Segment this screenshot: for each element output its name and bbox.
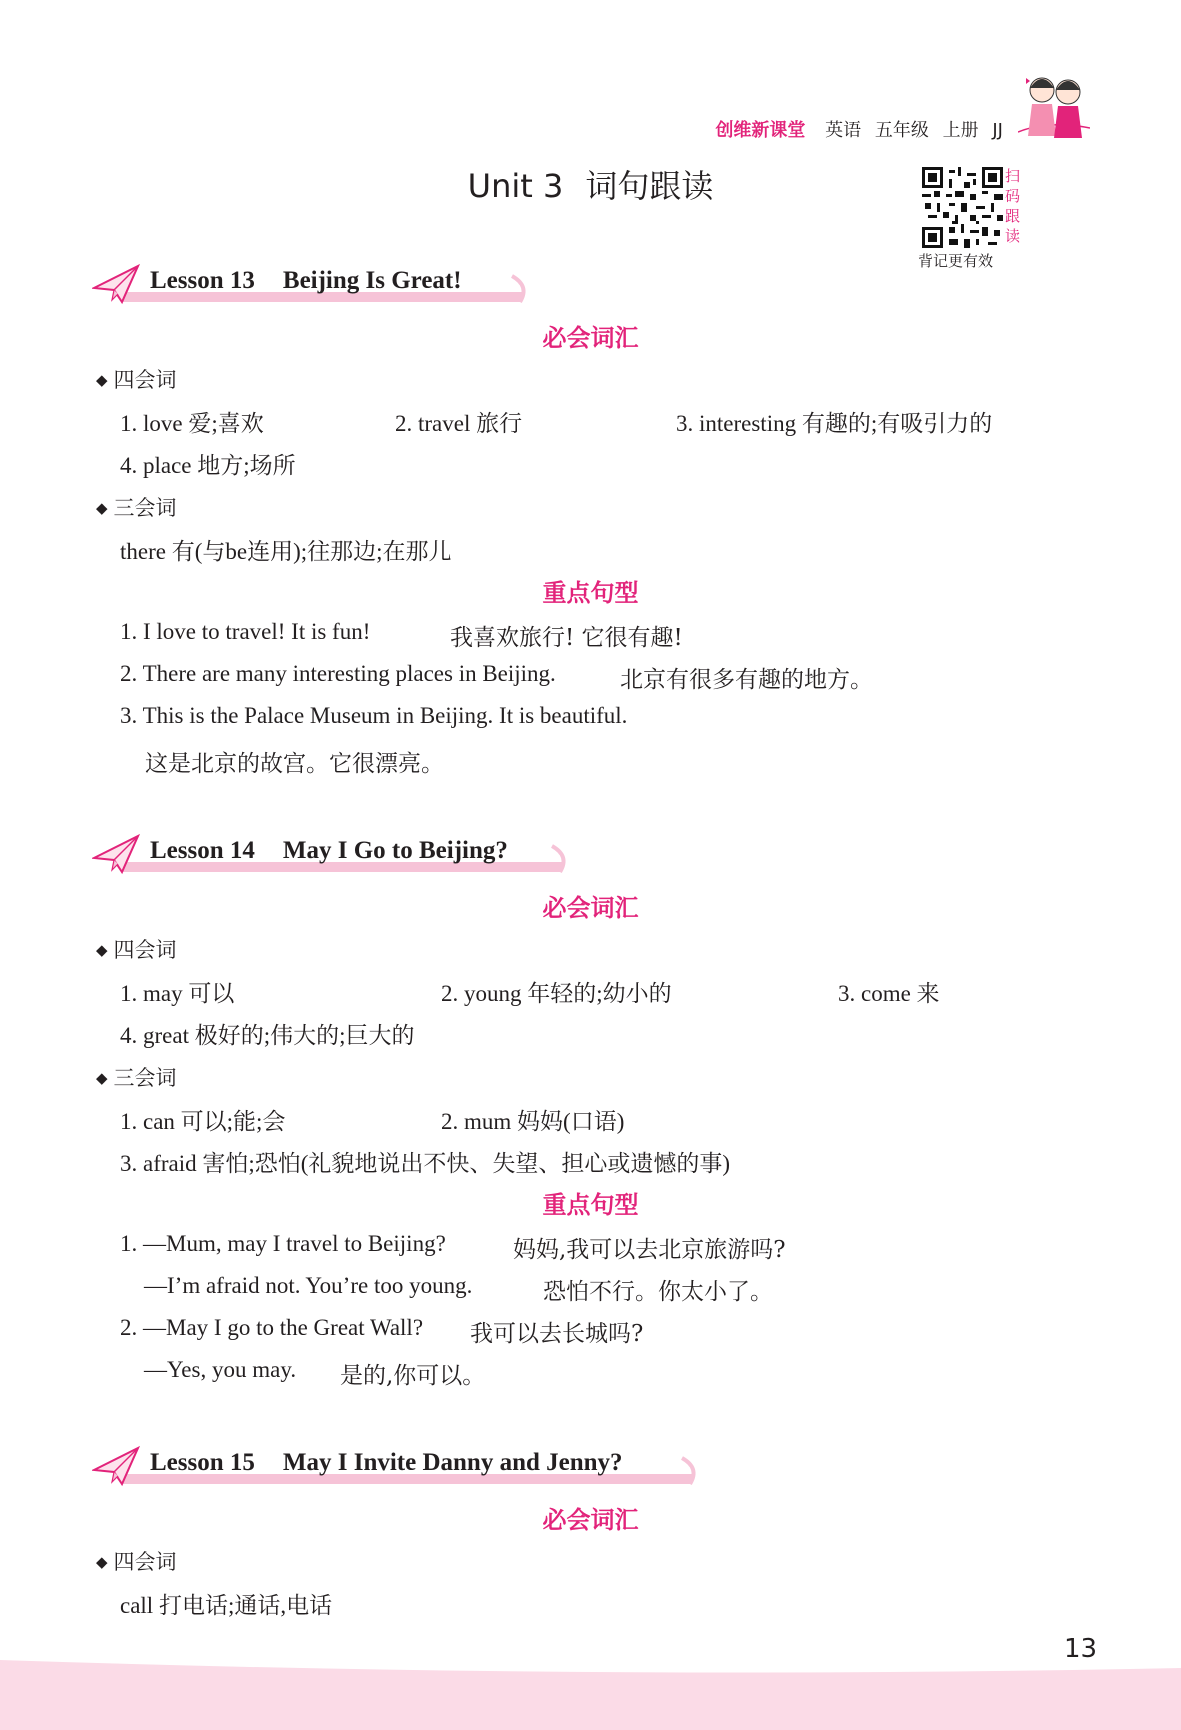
sentence-zh: 是的,你可以。 bbox=[340, 1363, 486, 1389]
kids-mascot-icon bbox=[1018, 70, 1090, 152]
vocab-item: 3. interesting 有趣的;有吸引力的 bbox=[676, 411, 993, 436]
vocab-heading: 必会词汇 bbox=[542, 324, 639, 352]
sentence-en: 2. There are many interesting places in Beijing. bbox=[120, 661, 556, 686]
lesson-banner bbox=[92, 1444, 702, 1492]
vocab-item: call 打电话;通话,电话 bbox=[120, 1593, 333, 1618]
unit-number: Unit 3 bbox=[467, 167, 564, 205]
diamond-bullet-icon: ◆ bbox=[96, 499, 108, 517]
sentence-en: 2. —May I go to the Great Wall? bbox=[120, 1315, 424, 1340]
sentence-zh: 妈妈,我可以去北京旅游吗? bbox=[513, 1237, 786, 1263]
sentence-heading: 重点句型 bbox=[542, 1191, 639, 1219]
lesson-number: Lesson 14 bbox=[150, 837, 255, 864]
sentence-en: —Yes, you may. bbox=[144, 1357, 297, 1382]
three-skill-label: ◆ 三会词 bbox=[96, 1066, 177, 1090]
volume: 上册 bbox=[942, 120, 979, 141]
edition: JJ bbox=[992, 120, 1003, 141]
four-skill-label: ◆ 四会词 bbox=[96, 938, 177, 962]
three-skill-label: ◆ 三会词 bbox=[96, 496, 177, 520]
sentence-zh: 我可以去长城吗? bbox=[470, 1321, 644, 1347]
brand-name: 创维新课堂 bbox=[715, 120, 806, 141]
unit-title bbox=[0, 161, 1181, 207]
lesson-heading bbox=[150, 1449, 623, 1477]
sentence-zh: 这是北京的故宫。它很漂亮。 bbox=[145, 751, 444, 777]
sentence-zh: 恐怕不行。你太小了。 bbox=[543, 1279, 773, 1305]
vocab-item: 2. mum 妈妈(口语) bbox=[441, 1109, 625, 1134]
qr-caption: 背记更有效 bbox=[918, 252, 994, 270]
sentence-en: —I’m afraid not. You’re too young. bbox=[144, 1273, 473, 1298]
footer-band bbox=[0, 1660, 1181, 1730]
four-skill-label: ◆ 四会词 bbox=[96, 1550, 177, 1574]
vocab-item: 1. love 爱;喜欢 bbox=[120, 411, 264, 436]
lesson-heading bbox=[150, 267, 462, 295]
vocab-heading: 必会词汇 bbox=[542, 894, 639, 922]
scan-char: 码 bbox=[1005, 187, 1021, 205]
diamond-bullet-icon: ◆ bbox=[96, 941, 108, 959]
lesson-number: Lesson 13 bbox=[150, 267, 255, 294]
vocab-item: 1. may 可以 bbox=[120, 981, 235, 1006]
qr-code-icon[interactable] bbox=[922, 167, 1003, 248]
scan-label bbox=[1005, 166, 1025, 246]
diamond-bullet-icon: ◆ bbox=[96, 1553, 108, 1571]
sentence-en: 1. I love to travel! It is fun! bbox=[120, 619, 371, 644]
vocab-item: 2. young 年轻的;幼小的 bbox=[441, 981, 672, 1006]
vocab-item: 4. great 极好的;伟大的;巨大的 bbox=[120, 1023, 415, 1048]
lesson-heading bbox=[150, 837, 508, 865]
lesson-title: Beijing Is Great! bbox=[282, 267, 462, 294]
paper-plane-icon bbox=[92, 832, 142, 876]
vocab-item: 1. can 可以;能;会 bbox=[120, 1109, 286, 1134]
vocab-item: 2. travel 旅行 bbox=[395, 411, 523, 436]
lesson-title: May I Go to Beijing? bbox=[282, 837, 508, 864]
vocab-item: 3. come 来 bbox=[838, 981, 940, 1006]
scan-char: 跟 bbox=[1005, 207, 1021, 225]
sentence-heading: 重点句型 bbox=[542, 579, 639, 607]
lesson-number: Lesson 15 bbox=[150, 1449, 255, 1476]
scan-char: 读 bbox=[1005, 227, 1021, 245]
vocab-item: there 有(与be连用);往那边;在那儿 bbox=[120, 539, 452, 564]
unit-name: 词句跟读 bbox=[585, 167, 714, 205]
sentence-en: 3. This is the Palace Museum in Beijing. It is beautiful. bbox=[120, 703, 628, 728]
running-header bbox=[715, 116, 1003, 142]
lesson-banner bbox=[92, 262, 532, 310]
diamond-bullet-icon: ◆ bbox=[96, 1069, 108, 1087]
lesson-title: May I Invite Danny and Jenny? bbox=[282, 1449, 623, 1476]
vocab-item: 4. place 地方;场所 bbox=[120, 453, 296, 478]
four-skill-label: ◆ 四会词 bbox=[96, 368, 177, 392]
sentence-zh: 我喜欢旅行! 它很有趣! bbox=[450, 625, 683, 651]
lesson-banner bbox=[92, 832, 572, 880]
subject: 英语 bbox=[825, 120, 862, 141]
sentence-zh: 北京有很多有趣的地方。 bbox=[620, 667, 873, 693]
sentence-en: 1. —Mum, may I travel to Beijing? bbox=[120, 1231, 446, 1256]
paper-plane-icon bbox=[92, 262, 142, 306]
vocab-heading: 必会词汇 bbox=[542, 1506, 639, 1534]
page-number: 13 bbox=[1064, 1634, 1098, 1664]
paper-plane-icon bbox=[92, 1444, 142, 1488]
vocab-item: 3. afraid 害怕;恐怕(礼貌地说出不快、失望、担心或遗憾的事) bbox=[120, 1151, 731, 1176]
grade: 五年级 bbox=[874, 120, 929, 141]
scan-char: 扫 bbox=[1005, 167, 1021, 185]
diamond-bullet-icon: ◆ bbox=[96, 371, 108, 389]
